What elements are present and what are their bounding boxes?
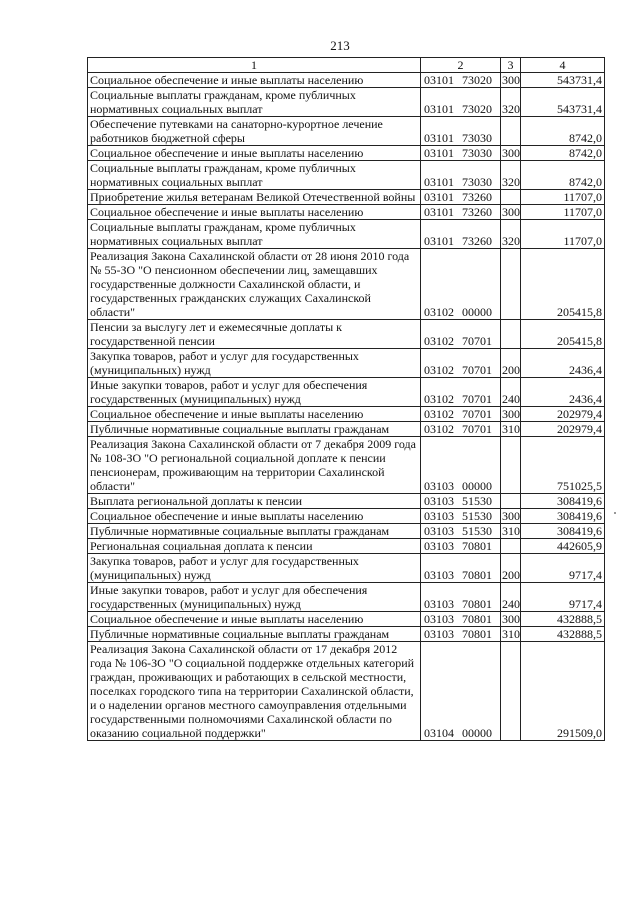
table-row (88, 190, 605, 205)
row-code (421, 437, 501, 494)
row-code-target: 03101 (424, 146, 454, 160)
row-code (421, 583, 501, 612)
row-code (421, 320, 501, 349)
row-code-target: 03101 (424, 205, 454, 219)
row-code-direction: 73260 (462, 205, 492, 219)
row-amount: 11707,0 (521, 190, 605, 205)
row-name: Публичные нормативные социальные выплаты гражданам (88, 627, 421, 642)
header-col-type: 3 (501, 58, 521, 73)
row-name: Социальные выплаты гражданам, кроме публичных нормативных социальных выплат (88, 220, 421, 249)
row-amount: 308419,6 (521, 494, 605, 509)
row-amount: 11707,0 (521, 220, 605, 249)
row-code-target: 03103 (424, 568, 454, 582)
row-code (421, 494, 501, 509)
table-row (88, 642, 605, 741)
row-amount: 308419,6 (521, 509, 605, 524)
row-code-target: 03103 (424, 539, 454, 553)
header-col-name: 1 (88, 58, 421, 73)
row-code (421, 509, 501, 524)
table-row (88, 320, 605, 349)
row-code-direction: 70801 (462, 597, 492, 611)
row-amount: 543731,4 (521, 88, 605, 117)
row-code-target: 03103 (424, 627, 454, 641)
row-name: Иные закупки товаров, работ и услуг для обеспечения государственных (муниципальных) нужд (88, 378, 421, 407)
row-code (421, 422, 501, 437)
row-expense-type (501, 190, 521, 205)
row-name: Закупка товаров, работ и услуг для государственных (муниципальных) нужд (88, 349, 421, 378)
row-code-direction: 70701 (462, 407, 492, 421)
table-row (88, 422, 605, 437)
row-expense-type: 200 (501, 554, 521, 583)
table-row (88, 378, 605, 407)
header-col-amount: 4 (521, 58, 605, 73)
table-row (88, 627, 605, 642)
table-row (88, 161, 605, 190)
row-name: Социальное обеспечение и иные выплаты населению (88, 612, 421, 627)
row-code-direction: 70801 (462, 539, 492, 553)
table-row (88, 612, 605, 627)
row-code-direction: 73020 (462, 73, 492, 87)
table-row (88, 494, 605, 509)
row-expense-type (501, 494, 521, 509)
scan-speck (614, 512, 616, 514)
table-row (88, 554, 605, 583)
row-code-target: 03102 (424, 422, 454, 436)
row-expense-type: 320 (501, 220, 521, 249)
row-code-target: 03101 (424, 131, 454, 145)
row-name: Реализация Закона Сахалинской области от 28 июня 2010 года № 55-ЗО "О пенсионном обеспечении лиц, замещавших государственные должности Сахалинской области, и государственных гражданских служащих Сахалинской области" (88, 249, 421, 320)
row-code-direction: 70801 (462, 612, 492, 626)
row-name: Обеспечение путевками на санаторно-курортное лечение работников бюджетной сферы (88, 117, 421, 146)
row-code-direction: 00000 (462, 305, 492, 319)
row-amount: 205415,8 (521, 320, 605, 349)
row-code (421, 249, 501, 320)
table-row (88, 539, 605, 554)
row-amount: 202979,4 (521, 422, 605, 437)
row-code (421, 554, 501, 583)
row-name: Реализация Закона Сахалинской области от 7 декабря 2009 года № 108-ЗО "О региональной социальной доплате к пенсии пенсионерам, проживающим на территории Сахалинской области" (88, 437, 421, 494)
row-code (421, 612, 501, 627)
row-code-direction: 73030 (462, 146, 492, 160)
row-code (421, 349, 501, 378)
row-code-target: 03103 (424, 597, 454, 611)
row-amount: 543731,4 (521, 73, 605, 88)
row-amount: 9717,4 (521, 583, 605, 612)
table-row (88, 88, 605, 117)
row-code-target: 03101 (424, 73, 454, 87)
row-name: Социальное обеспечение и иные выплаты населению (88, 73, 421, 88)
table-row (88, 583, 605, 612)
row-code-direction: 51530 (462, 524, 492, 538)
row-expense-type (501, 539, 521, 554)
row-expense-type (501, 642, 521, 741)
row-name: Пенсии за выслугу лет и ежемесячные доплаты к государственной пенсии (88, 320, 421, 349)
row-amount: 751025,5 (521, 437, 605, 494)
row-amount: 432888,5 (521, 627, 605, 642)
row-name: Публичные нормативные социальные выплаты гражданам (88, 524, 421, 539)
row-code-direction: 73030 (462, 131, 492, 145)
row-code-direction: 51530 (462, 494, 492, 508)
row-code (421, 627, 501, 642)
table-row (88, 249, 605, 320)
row-name: Социальное обеспечение и иные выплаты населению (88, 205, 421, 220)
row-amount: 2436,4 (521, 378, 605, 407)
row-expense-type: 300 (502, 407, 520, 421)
row-amount: 308419,6 (521, 524, 605, 539)
row-expense-type: 320 (501, 88, 521, 117)
row-expense-type: 200 (501, 349, 521, 378)
row-expense-type: 240 (501, 378, 521, 407)
row-code-target: 03101 (424, 175, 454, 189)
row-code-direction: 70701 (462, 334, 492, 348)
row-name: Публичные нормативные социальные выплаты гражданам (88, 422, 421, 437)
header-col-code: 2 (421, 58, 501, 73)
row-name: Социальное обеспечение и иные выплаты населению (88, 146, 421, 161)
row-amount: 205415,8 (521, 249, 605, 320)
row-code (421, 190, 501, 205)
table-row (88, 73, 605, 88)
row-code-target: 03103 (424, 612, 454, 626)
budget-table (87, 57, 605, 741)
row-code (421, 539, 501, 554)
row-name: Социальное обеспечение и иные выплаты населению (88, 407, 421, 422)
row-code (421, 146, 501, 161)
row-amount: 9717,4 (521, 554, 605, 583)
row-code-direction: 70701 (462, 422, 492, 436)
row-code-direction: 70701 (462, 392, 492, 406)
row-expense-type: 310 (502, 627, 520, 641)
row-code (421, 220, 501, 249)
row-code-target: 03102 (424, 392, 454, 406)
row-code-target: 03104 (424, 726, 454, 740)
table-row (88, 509, 605, 524)
row-amount: 291509,0 (521, 642, 605, 741)
row-amount: 442605,9 (521, 539, 605, 554)
row-code-target: 03101 (424, 234, 454, 248)
row-code-direction: 51530 (462, 509, 492, 523)
row-name: Иные закупки товаров, работ и услуг для обеспечения государственных (муниципальных) нужд (88, 583, 421, 612)
row-expense-type (501, 437, 521, 494)
row-code-direction: 73260 (462, 234, 492, 248)
row-code (421, 88, 501, 117)
row-amount: 11707,0 (521, 205, 605, 220)
row-code-target: 03101 (424, 190, 454, 204)
row-amount: 8742,0 (521, 161, 605, 190)
row-code-direction: 70701 (462, 363, 492, 377)
row-code (421, 642, 501, 741)
table-row (88, 437, 605, 494)
row-code (421, 205, 501, 220)
row-name: Социальные выплаты гражданам, кроме публичных нормативных социальных выплат (88, 88, 421, 117)
header-row (88, 58, 605, 73)
row-code-target: 03102 (424, 363, 454, 377)
row-expense-type: 240 (501, 583, 521, 612)
row-expense-type: 310 (502, 524, 520, 538)
table-row (88, 407, 605, 422)
row-expense-type (501, 320, 521, 349)
page-number: 213 (330, 38, 350, 53)
table-row (88, 205, 605, 220)
row-amount: 8742,0 (521, 146, 605, 161)
row-code-target: 03103 (424, 479, 454, 493)
row-name: Приобретение жилья ветеранам Великой Отечественной войны (88, 190, 421, 205)
table-row (88, 117, 605, 146)
row-code (421, 524, 501, 539)
row-name: Закупка товаров, работ и услуг для государственных (муниципальных) нужд (88, 554, 421, 583)
row-code (421, 378, 501, 407)
row-code-target: 03103 (424, 494, 454, 508)
row-code-target: 03102 (424, 305, 454, 319)
row-name: Реализация Закона Сахалинской области от 17 декабря 2012 года № 106-ЗО "О социальной поддержке отдельных категорий граждан, проживающих и работающих в сельской местности, поселках городского типа на территории Сахалинской области, и о наделении органов местного самоуправления отдельными государственными полномочиями Сахалинской области по оказанию социальной поддержки" (88, 642, 421, 741)
row-expense-type: 320 (501, 161, 521, 190)
row-expense-type: 300 (502, 509, 520, 523)
table-row (88, 524, 605, 539)
row-expense-type: 300 (502, 205, 520, 219)
table-body (88, 73, 605, 741)
row-code-direction: 00000 (462, 479, 492, 493)
row-code-direction: 73260 (462, 190, 492, 204)
row-expense-type: 300 (502, 612, 520, 626)
row-code (421, 117, 501, 146)
row-code (421, 407, 501, 422)
row-code-target: 03102 (424, 407, 454, 421)
row-code-direction: 70801 (462, 568, 492, 582)
row-code (421, 161, 501, 190)
row-amount: 432888,5 (521, 612, 605, 627)
row-code-direction: 70801 (462, 627, 492, 641)
row-expense-type: 310 (502, 422, 520, 436)
row-expense-type (501, 249, 521, 320)
row-code-target: 03102 (424, 334, 454, 348)
row-name: Выплата региональной доплаты к пенсии (88, 494, 421, 509)
table-row (88, 220, 605, 249)
row-code-direction: 00000 (462, 726, 492, 740)
table-row (88, 146, 605, 161)
row-expense-type: 300 (502, 73, 520, 87)
row-expense-type: 300 (502, 146, 520, 160)
row-code-target: 03101 (424, 102, 454, 116)
row-name: Социальное обеспечение и иные выплаты населению (88, 509, 421, 524)
row-name: Социальные выплаты гражданам, кроме публичных нормативных социальных выплат (88, 161, 421, 190)
row-code (421, 73, 501, 88)
row-expense-type (501, 117, 521, 146)
row-code-target: 03103 (424, 524, 454, 538)
row-amount: 2436,4 (521, 349, 605, 378)
row-amount: 8742,0 (521, 117, 605, 146)
row-amount: 202979,4 (521, 407, 605, 422)
row-code-target: 03103 (424, 509, 454, 523)
table-row (88, 349, 605, 378)
row-name: Региональная социальная доплата к пенсии (88, 539, 421, 554)
row-code-direction: 73030 (462, 175, 492, 189)
row-code-direction: 73020 (462, 102, 492, 116)
